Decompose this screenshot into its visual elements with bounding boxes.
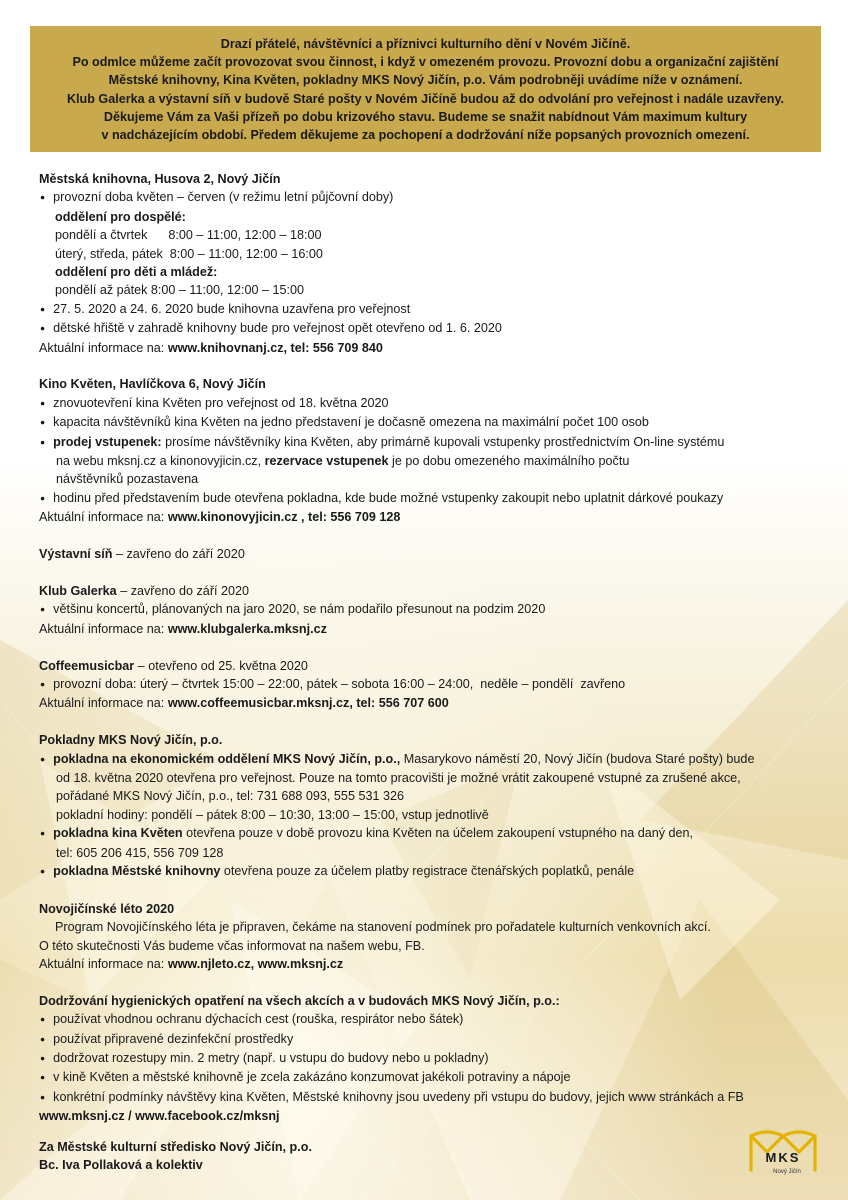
box-economic-cont-2: pořádané MKS Nový Jičín, p.o., tel: 731 688 093, 555 531 326 [56,789,404,804]
galerka-title: Klub Galerka [39,583,117,598]
library-adults-hours-1: pondělí a čtvrtek 8:00 – 11:00, 12:00 – 18:00 [55,228,322,243]
cinema-bullet-reopen: ● znovuotevření kina Květen pro veřejnost od 18. května 2020 [39,394,829,413]
hygiene-bullet-conditions: ● konkrétní podmínky návštěvy kina Květen, Městské knihovny jsou uvedeny při vstupu do budovy, jejich www stránkách a FB [39,1088,829,1107]
box-title: Pokladny MKS Nový Jičín, p.o. [39,733,223,748]
library-adults-heading: oddělení pro dospělé: [55,209,186,224]
hall-line [39,545,829,563]
cinema-bullet-tickets [39,433,829,452]
info-prefix: Aktuální informace na: [39,510,168,525]
banner-line: Městské knihovny, Kina Květen, pokladny MKS Nový Jičín, p.o. Vám podrobněji uvádíme níže v oznámení. [108,73,743,88]
galerka-line [39,582,829,600]
library-title: Městská knihovna, Husova 2, Nový Jičín [39,172,281,186]
coffee-bullet-hours: ● provozní doba: úterý – čtvrtek 15:00 – 22:00, pátek – sobota 16:00 – 24:00, neděle – pondělí zavřeno [39,675,829,694]
cinema-tickets-cont-text-2: je po dobu omezeného maximálního počtu [388,454,630,469]
cinema-tickets-cont-text: na webu mksnj.cz a kinonovyjicin.cz, [56,454,265,469]
box-economic-cont-1: od 18. května 2020 otevřena pro veřejnost. Pouze na tomto pracovišti je možné vrátit zakoupené vstupné za zrušené akce, [56,770,741,785]
summer-text-1: Program Novojičínského léta je připraven, čekáme na stanovení podmínek pro pořadatele kulturních venkovních akcí. [55,920,711,935]
box-bullet-library [39,862,829,881]
cinema-bullet-boxoffice: ● hodinu před představením bude otevřena pokladna, kde bude možné vstupenky zakoupit nebo uplatnit dárkové poukazy [39,489,829,508]
coffee-info-link[interactable]: www.coffeemusicbar.mksnj.cz, tel: 556 707 600 [167,696,449,711]
signature [39,1138,312,1175]
library-bullet-hours: ● provozní doba květen – červen (v režimu letní půjčovní doby) [39,188,829,207]
summer-info-link[interactable]: www.njleto.cz, www.mksnj.cz [167,956,344,971]
cinema-reservation-label: rezervace vstupenek [264,454,389,469]
summer-text-2: O této skutečnosti Vás budeme včas informovat na našem webu, FB. [39,938,425,953]
galerka-info-link[interactable]: www.klubgalerka.mksnj.cz [167,621,327,636]
box-library-label: pokladna Městské knihovny [53,863,221,878]
hall-title: Výstavní síň [39,547,113,562]
signature-org: Za Městské kulturní středisko Nový Jičín, p.o. [39,1140,312,1154]
hygiene-bullet-disinfection: ● používat připravené dezinfekční prostředky [39,1030,829,1049]
hygiene-bullet-mask: ● používat vhodnou ochranu dýchacích cest (rouška, respirátor nebo šátek) [39,1010,829,1029]
library-adults-hours-2: úterý, středa, pátek 8:00 – 11:00, 12:00 – 16:00 [55,246,323,261]
cinema-tickets-text: prosíme návštěvníky kina Květen, aby primárně kupovali vstupenky prostřednictvím On-line systému [161,434,725,449]
signature-names: Bc. Iva Pollaková a kolektiv [39,1158,203,1173]
hygiene-bullet-food: ● v kině Květen a městské knihovně je zcela zakázáno konzumovat jakékoli potraviny a nápoje [39,1068,829,1087]
info-prefix: Aktuální informace na: [39,340,168,355]
cinema-bullet-capacity: ● kapacita návštěvníků kina Květen na jedno představení je dočasně omezena na maximální počet 100 osob [39,413,829,432]
library-info [39,339,829,357]
box-cinema-text: otevřena pouze v době provozu kina Květen na účelem zakoupení vstupného na daný den, [182,826,694,841]
announcement-body [39,170,829,1126]
library-info-link[interactable]: www.knihovnanj.cz, tel: 556 709 840 [167,340,383,355]
info-prefix: Aktuální informace na: [39,956,168,971]
cinema-title: Kino Květen, Havlíčkova 6, Nový Jičín [39,377,266,392]
mks-logo [747,1130,827,1176]
galerka-status: – zavřeno do září 2020 [116,583,250,598]
galerka-bullet-concerts: ● většinu koncertů, plánovaných na jaro 2020, se nám podařilo přesunout na podzim 2020 [39,600,829,619]
intro-banner [30,26,821,152]
box-library-text: otevřena pouze za účelem platby registrace čtenářských poplatků, penále [220,863,635,878]
cinema-tickets-label: prodej vstupenek: [53,434,162,449]
banner-line: v nadcházejícím období. Předem děkujeme za pochopení a dodržování níže popsaných provozních omezení. [101,128,750,143]
info-prefix: Aktuální informace na: [39,696,168,711]
box-cinema-label: pokladna kina Květen [53,826,183,841]
box-bullet-cinema [39,824,829,843]
box-cinema-cont: tel: 605 206 415, 556 709 128 [56,845,224,860]
coffee-title: Coffeemusicbar [39,658,135,673]
logo-text: MKS [765,1150,801,1165]
summer-info [39,955,829,973]
library-kids-heading: oddělení pro děti a mládež: [55,265,218,280]
coffee-line [39,657,829,675]
info-prefix: Aktuální informace na: [39,621,168,636]
coffee-info [39,694,829,712]
cinema-info-link[interactable]: www.kinonovyjicin.cz , tel: 556 709 128 [167,510,401,525]
hygiene-links[interactable]: www.mksnj.cz / www.facebook.cz/mksnj [39,1109,280,1124]
box-bullet-economic [39,750,829,769]
library-kids-hours: pondělí až pátek 8:00 – 11:00, 12:00 – 15:00 [55,283,305,298]
box-economic-text: Masarykovo náměstí 20, Nový Jičín (budova Staré pošty) bude [400,751,755,766]
hall-status: – zavřeno do září 2020 [112,547,245,562]
box-economic-cont-3: pokladní hodiny: pondělí – pátek 8:00 – 10:30, 13:00 – 15:00, vstup jednotlivě [56,807,489,822]
banner-line: Klub Galerka a výstavní síň v budově Staré pošty v Novém Jičíně budou až do odvolání pro veřejnost i nadále uzavřeny. [66,91,785,106]
library-bullet-closure: ● 27. 5. 2020 a 24. 6. 2020 bude knihovna uzavřena pro veřejnost [39,300,829,319]
library-bullet-playground: ● dětské hřiště v zahradě knihovny bude pro veřejnost opět otevřeno od 1. 6. 2020 [39,319,829,338]
box-economic-label: pokladna na ekonomickém oddělení MKS Nový Jičín, p.o., [53,751,401,766]
banner-line: Drazí přátelé, návštěvníci a příznivci kulturního dění v Novém Jičíně. [220,37,631,51]
hygiene-title: Dodržování hygienických opatření na všech akcích a v budovách MKS Nový Jičín, p.o.: [39,993,560,1008]
logo-subtext: Nový Jičín [773,1169,801,1175]
cinema-tickets-cont-1 [39,452,829,470]
coffee-status: – otevřeno od 25. května 2020 [134,658,308,673]
summer-title: Novojičínské léto 2020 [39,901,175,916]
banner-line: Děkujeme Vám za Vaši přízeň po dobu krizového stavu. Budeme se snažit nabídnout Vám maximum kultury [103,109,748,124]
banner-line: Po odmlce můžeme začít provozovat svou činnost, i když v omezeném provozu. Provozní dobu a organizační zajištění [72,55,779,70]
cinema-tickets-cont-2: návštěvníků pozastavena [56,472,199,487]
cinema-info [39,508,829,526]
hygiene-bullet-distance: ● dodržovat rozestupy min. 2 metry (např. u vstupu do budovy nebo u pokladny) [39,1049,829,1068]
galerka-info [39,620,829,638]
